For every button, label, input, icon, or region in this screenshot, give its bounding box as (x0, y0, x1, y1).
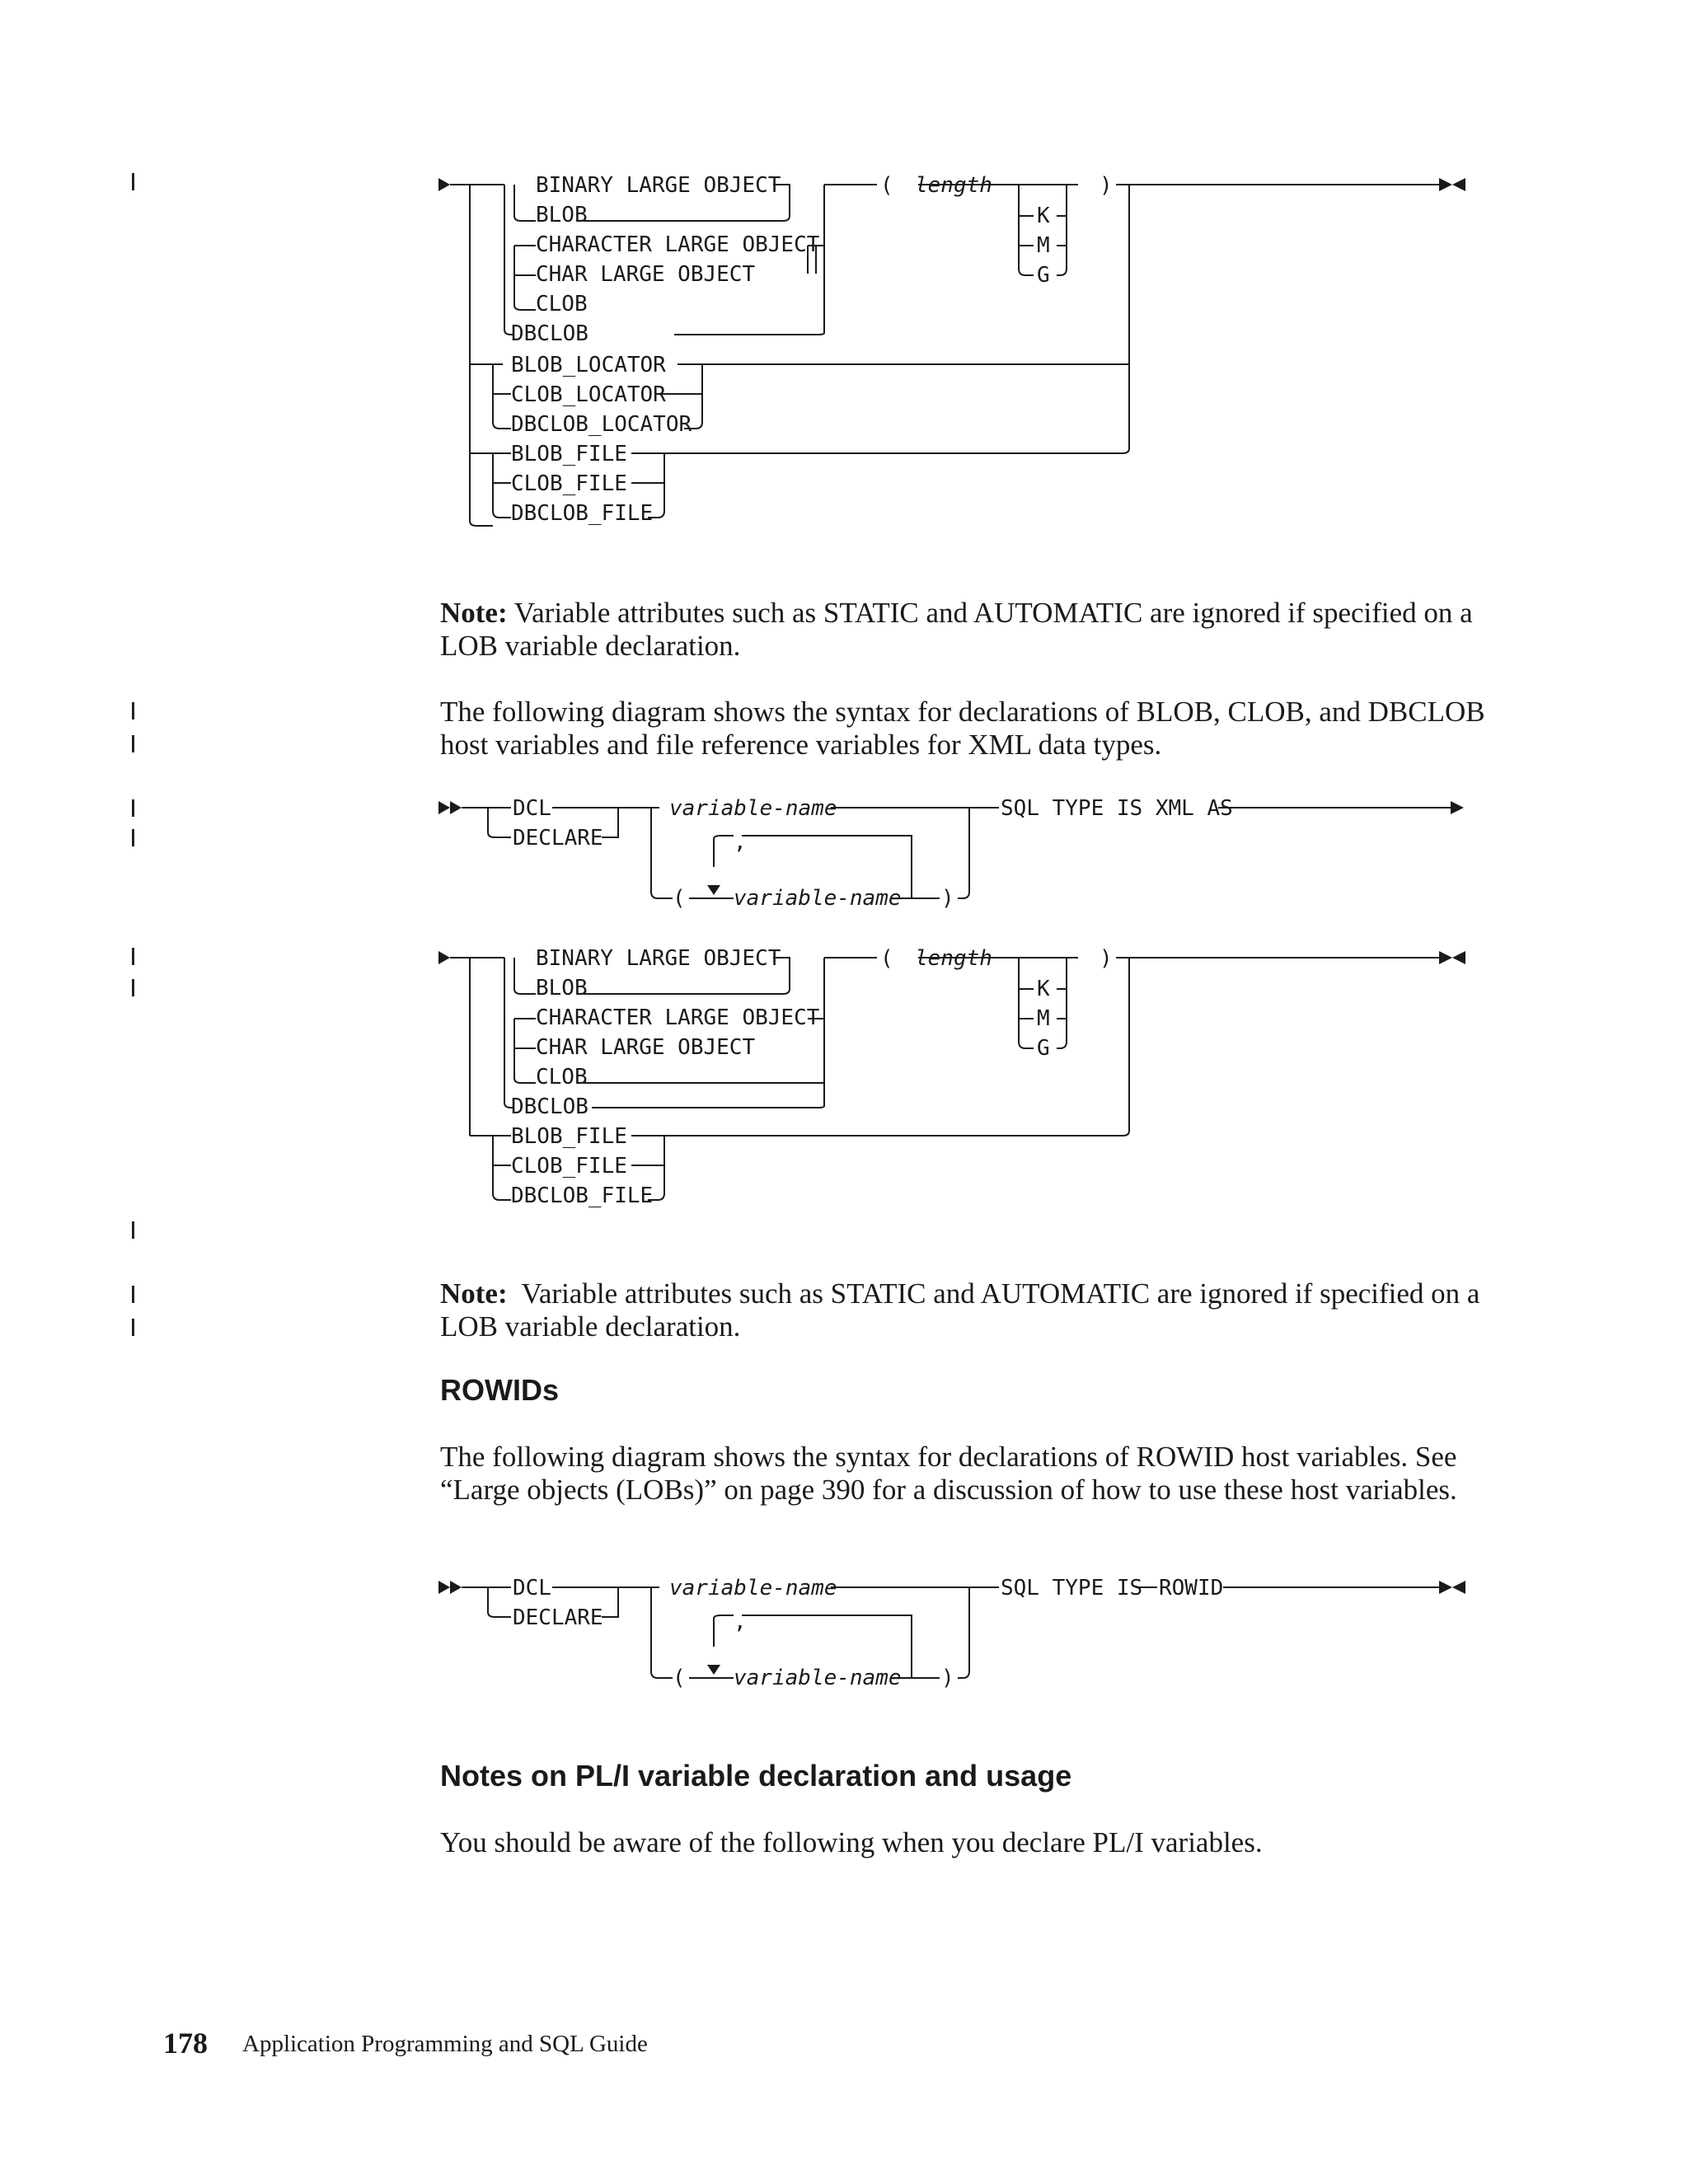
keyword-dcl: DCL (513, 1576, 551, 1601)
keyword-clob-locator: CLOB_LOCATOR (511, 382, 666, 407)
variable-name: variable-name (669, 796, 837, 821)
keyword-sql-type-is-xml-as: SQL TYPE IS XML AS (1001, 796, 1233, 821)
close-paren: ) (941, 886, 954, 911)
note-text: Variable attributes such as STATIC and AUTOMATIC are ignored if specified on a LOB variable declaration. (440, 597, 1473, 662)
length-placeholder: length (915, 173, 992, 198)
keyword-binary-large-object: BINARY LARGE OBJECT (536, 173, 781, 198)
heading-rowids: ROWIDs (440, 1373, 559, 1407)
open-paren: ( (880, 946, 893, 971)
unit-m: M (1037, 1006, 1050, 1031)
open-paren: ( (673, 1666, 686, 1690)
separator-comma: , (734, 1610, 747, 1634)
keyword-blob-locator: BLOB_LOCATOR (511, 353, 666, 377)
variable-name-repeat: variable-name (734, 1666, 902, 1690)
keyword-blob-file: BLOB_FILE (511, 442, 627, 466)
keyword-binary-large-object: BINARY LARGE OBJECT (536, 946, 781, 971)
keyword-declare: DECLARE (513, 826, 603, 851)
keyword-blob: BLOB (536, 203, 588, 227)
keyword-character-large-object: CHARACTER LARGE OBJECT (536, 232, 820, 257)
unit-g: G (1037, 263, 1050, 288)
note-text: Variable attributes such as STATIC and AUTOMATIC are ignored if specified on a LOB variable declaration. (440, 1277, 1480, 1343)
keyword-dbclob-file: DBCLOB_FILE (511, 501, 654, 526)
keyword-declare: DECLARE (513, 1605, 603, 1630)
keyword-clob-file: CLOB_FILE (511, 1154, 627, 1179)
keyword-clob-file: CLOB_FILE (511, 471, 627, 496)
keyword-dbclob: DBCLOB (511, 1094, 588, 1119)
unit-k: K (1037, 977, 1050, 1001)
keyword-dcl: DCL (513, 796, 551, 821)
variable-name-repeat: variable-name (734, 886, 902, 911)
rowid-intro: The following diagram shows the syntax for declarations of ROWID host variables. See “Large objects (LOBs)” on page 390 for a discussion of how to use these host variables. (440, 1441, 1457, 1506)
close-paren: ) (1100, 946, 1113, 971)
keyword-clob: CLOB (536, 292, 588, 316)
keyword-character-large-object: CHARACTER LARGE OBJECT (536, 1005, 820, 1030)
unit-k: K (1037, 204, 1050, 228)
page-number: 178 (163, 2027, 208, 2060)
close-paren: ) (1100, 173, 1113, 198)
keyword-dbclob: DBCLOB (511, 321, 588, 346)
keyword-dbclob-file: DBCLOB_FILE (511, 1183, 654, 1208)
keyword-clob: CLOB (536, 1065, 588, 1090)
open-paren: ( (673, 886, 686, 911)
length-placeholder: length (915, 946, 992, 971)
keyword-rowid: ROWID (1159, 1576, 1224, 1601)
keyword-char-large-object: CHAR LARGE OBJECT (536, 262, 756, 287)
keyword-blob: BLOB (536, 976, 588, 1001)
unit-m: M (1037, 233, 1050, 258)
keyword-dbclob-locator: DBCLOB_LOCATOR (511, 412, 692, 437)
close-paren: ) (941, 1666, 954, 1690)
unit-g: G (1037, 1036, 1050, 1061)
keyword-sql-type-is: SQL TYPE IS (1001, 1576, 1143, 1601)
note-label: Note: (440, 597, 508, 629)
notes-pli-text: You should be aware of the following when you declare PL/I variables. (440, 1826, 1263, 1858)
keyword-blob-file: BLOB_FILE (511, 1124, 627, 1149)
note-label: Note: (440, 1277, 508, 1310)
book-title: Application Programming and SQL Guide (242, 2031, 648, 2057)
variable-name: variable-name (669, 1576, 837, 1601)
keyword-char-large-object: CHAR LARGE OBJECT (536, 1035, 756, 1060)
heading-notes-pli: Notes on PL/I variable declaration and usage (440, 1759, 1072, 1793)
open-paren: ( (880, 173, 893, 198)
xml-syntax-intro: The following diagram shows the syntax for declarations of BLOB, CLOB, and DBCLOB host variables and file reference variables for XML data types. (440, 696, 1485, 761)
separator-comma: , (734, 830, 747, 855)
